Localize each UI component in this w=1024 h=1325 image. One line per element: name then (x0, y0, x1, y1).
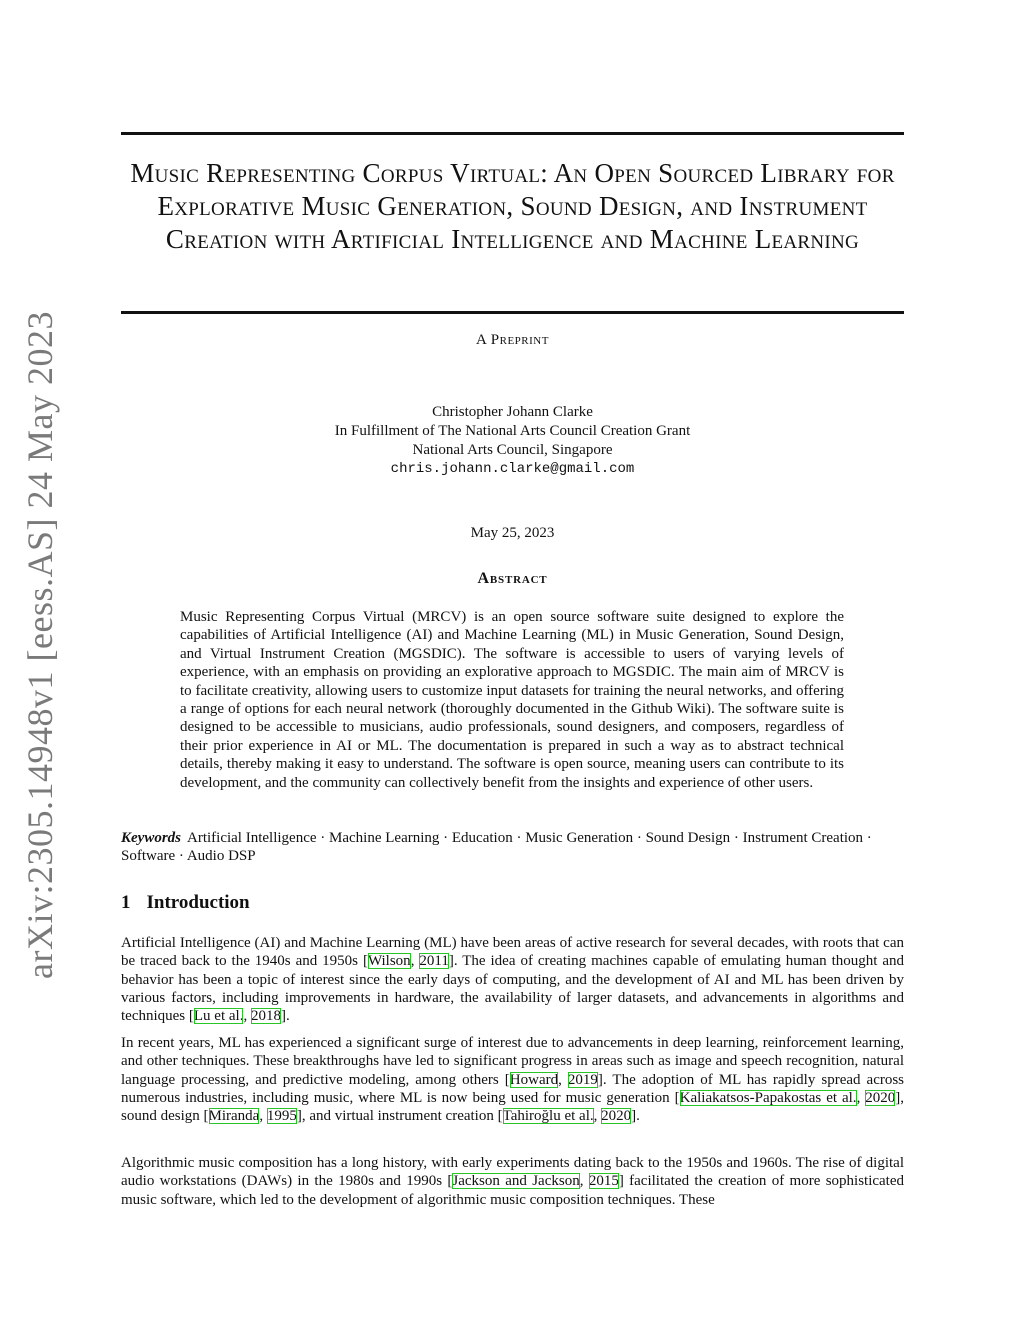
paragraph-text: ]. (280, 1008, 290, 1025)
citation-link[interactable]: Jackson and Jackson (452, 1173, 580, 1190)
citation-link[interactable]: Kaliakatsos-Papakostas et al. (679, 1089, 857, 1106)
paragraph-text: ]. The idea of creating machines capable of emulating human thought and behavior has been a topic of interest since the early days of computing, and the development of AI and ML has been driven by various factors, including improvements in hardware, the availability of larger datasets, and advancements in algorithms and techniques [ (121, 953, 904, 1025)
citation-separator: , (259, 1108, 267, 1125)
paragraph-text: ], sound design [ (121, 1089, 905, 1125)
section-title: Introduction (146, 892, 250, 913)
citation-link[interactable]: Howard (509, 1071, 559, 1088)
keywords-text: Artificial Intelligence · Machine Learning · Education · Music Generation · Sound Design · Instrument Creation · Software · Audio DSP (121, 830, 872, 865)
title-top-rule (121, 132, 904, 135)
citation-link[interactable]: Miranda (208, 1108, 260, 1125)
author-block (121, 403, 904, 479)
section-number: 1 (121, 892, 131, 913)
citation-separator: , (243, 1008, 251, 1025)
abstract-heading: Abstract (477, 570, 548, 587)
paragraph-text: Artificial Intelligence (AI) and Machine Learning (ML) have been areas of active research for several decades, with roots that can be traced back to the 1940s and 1950s [ (121, 935, 904, 970)
paragraph-text: Algorithmic music composition has a long history, with early experiments dating back to the 1950s and 1960s. The rise of digital audio workstations (DAWs) in the 1980s and 1990s [ (121, 1155, 904, 1190)
citation-link[interactable]: Tahiroğlu et al. (502, 1108, 594, 1125)
intro-paragraph-3 (121, 1154, 904, 1209)
citation-separator: , (579, 1173, 589, 1190)
paper-title: Music Representing Corpus Virtual: An Open Sourced Library for Explorative Music Generation, Sound Design, and Instrument Creation with Artificial Intelligence and Machine Learning (130, 158, 895, 254)
abstract-text: Music Representing Corpus Virtual (MRCV) is an open source software suite designed to explore the capabilities of Artificial Intelligence (AI) and Machine Learning (ML) in Music Generation, Sound Design, and Virtual Instrument Creation (MGSDIC). The software is accessible to users of varying levels of experience, with an emphasis on providing an explorative approach to MGSDIC. The main aim of MRCV is to facilitate creativity, allowing users to customize input datasets for training the neural networks, and offering a range of options for each neural network (thoroughly documented in the Github Wiki). The software suite is designed to be accessible to musicians, audio professionals, sound designers, and composers, regardless of their prior experience in AI or ML. The documentation is prepared in such a way as to abstract technical details, thereby making it easy to understand. The software is open source, meaning users can contribute to its development, and the community can collectively benefit from the insights and experience of other users. (180, 609, 844, 791)
intro-paragraph-2 (121, 1034, 904, 1125)
citation-link[interactable]: Wilson (367, 953, 411, 970)
citation-separator: , (593, 1108, 602, 1125)
keywords-label: Keywords (121, 830, 181, 846)
citation-separator: , (856, 1089, 866, 1106)
citation-separator: , (558, 1071, 568, 1088)
intro-paragraph-1 (121, 934, 904, 1025)
title-bottom-rule (121, 311, 904, 314)
citation-year-link[interactable]: 2020 (865, 1089, 896, 1106)
preprint-label: A Preprint (476, 332, 549, 348)
citation-year-link[interactable]: 2020 (601, 1108, 632, 1125)
keywords-block (121, 829, 904, 866)
author-name: Christopher Johann Clarke (432, 404, 593, 420)
paper-date: May 25, 2023 (470, 525, 555, 541)
paragraph-text: ]. The adoption of ML has rapidly spread across numerous industries, including music, where ML is now being used for music generation [ (121, 1071, 905, 1106)
author-affiliation-council: National Arts Council, Singapore (412, 442, 613, 458)
citation-year-link[interactable]: 2011 (419, 953, 449, 970)
author-email: chris.johann.clarke@gmail.com (390, 461, 635, 477)
citation-year-link[interactable]: 1995 (266, 1108, 297, 1125)
paragraph-text: ]. (631, 1108, 640, 1125)
paragraph-text: ] facilitated the creation of more sophisticated music software, which led to the development of algorithmic music composition techniques. These (121, 1173, 905, 1208)
arxiv-identifier: arXiv:2305.14948v1 [eess.AS] 24 May 2023 (20, 311, 60, 979)
author-affiliation-grant: In Fulfillment of The National Arts Council Creation Grant (334, 423, 691, 439)
citation-separator: , (410, 953, 420, 970)
paragraph-text: In recent years, ML has experienced a significant surge of interest due to advancements in deep learning, reinforcement learning, and other techniques. These breakthroughs have led to significant progress in areas such as image and speech recognition, natural language processing, and predictive modeling, among others [ (121, 1035, 904, 1088)
citation-year-link[interactable]: 2019 (567, 1071, 598, 1088)
citation-link[interactable]: Lu et al. (193, 1008, 244, 1025)
citation-year-link[interactable]: 2015 (588, 1173, 619, 1190)
paragraph-text: ], and virtual instrument creation [ (296, 1108, 503, 1125)
section-heading-introduction (121, 892, 250, 914)
citation-year-link[interactable]: 2018 (250, 1008, 281, 1025)
